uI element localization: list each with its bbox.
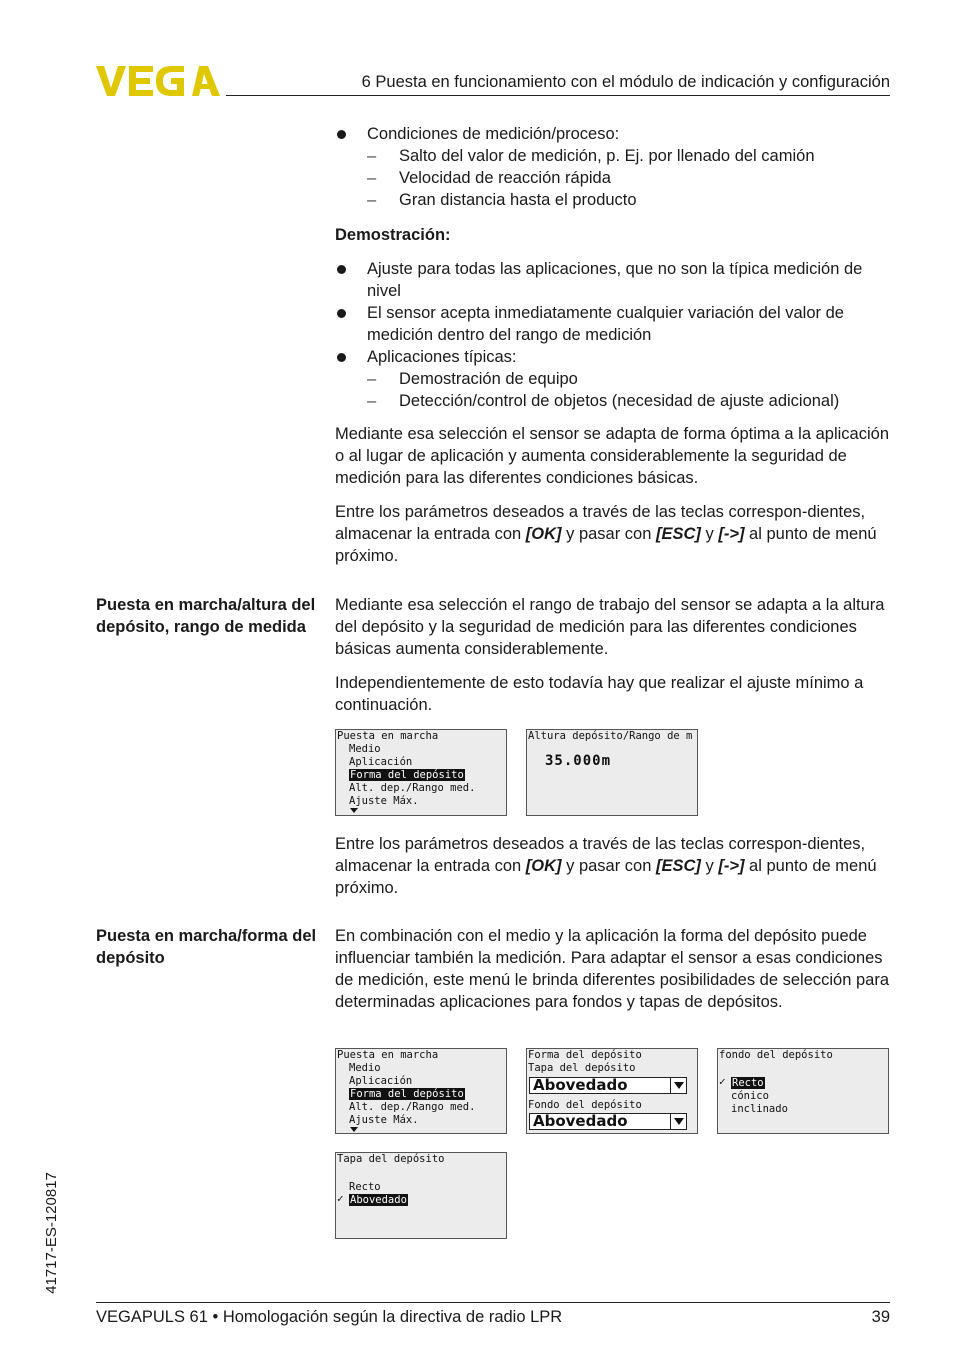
dash-item: – Gran distancia hasta el producto (367, 189, 891, 211)
lcd-menu-item: Aplicación (349, 756, 413, 768)
lcd-menu-item: Aplicación (349, 1075, 413, 1087)
dash-item: – Salto del valor de medición, p. Ej. por llenado del camión (367, 145, 891, 167)
lcd-menu-item: Ajuste Máx. (349, 1114, 419, 1126)
scroll-down-icon (350, 1127, 358, 1132)
demo-bullet (335, 346, 891, 412)
lcd-altura-screen (526, 729, 698, 816)
lcd-label: Tapa del depósito (528, 1062, 636, 1074)
footer-rule (96, 1302, 890, 1303)
paragraph: Mediante esa selección el rango de trabajo del sensor se adapta a la altura del depósito y la seguridad de medición para las diferentes condiciones básicas aumenta considerablemente. (335, 596, 885, 658)
demo-section (335, 258, 891, 412)
lcd-option: Recto (349, 1181, 381, 1193)
side-title-altura: Puesta en marcha/altura del depósito, rango de medida (96, 596, 316, 636)
top-section (335, 123, 891, 211)
lcd-menu-item: Alt. dep./Rango med. (349, 1101, 476, 1113)
lcd-fondo-screen (717, 1048, 889, 1134)
lcd-title: Forma del depósito (528, 1049, 642, 1061)
lcd-menu-item: Alt. dep./Rango med. (349, 782, 476, 794)
header-rule (226, 95, 890, 96)
document-id-text: 41717-ES-120817 (43, 1171, 60, 1294)
side-title-forma: Puesta en marcha/forma del depósito (96, 927, 317, 967)
lcd-tapa-screen (335, 1152, 507, 1239)
key-esc: [ESC] (656, 525, 701, 543)
lcd-title: Puesta en marcha (337, 1049, 439, 1061)
lcd-title: Altura depósito/Rango de m (528, 730, 693, 742)
lcd-title: Puesta en marcha (337, 730, 439, 742)
paragraph-keys: Entre los parámetros deseados a través de las teclas correspon-dientes, almacenar la entrada con [OK] y pasar con [ESC] y [->] al punto de menú próximo. (335, 835, 877, 897)
dash-item: – Demostración de equipo (367, 368, 891, 390)
lcd-menu-item: Ajuste Máx. (349, 795, 419, 807)
tapa-dropdown (529, 1077, 687, 1094)
lcd-option-selected: Recto (732, 1077, 764, 1089)
lcd-menu-item: Medio (349, 1062, 381, 1074)
dash-item: – Detección/control de objetos (necesidad de ajuste adicional) (367, 390, 891, 412)
lcd-menu-screen (335, 729, 507, 816)
key-ok: [OK] (525, 525, 562, 543)
document-id (42, 1160, 62, 1305)
page-number: 39 (871, 1308, 890, 1326)
checkmark-icon: ✓ (337, 1192, 344, 1205)
demo-bullet: Ajuste para todas las aplicaciones, que no son la típica medición de nivel (335, 258, 891, 302)
lcd-menu-screen (335, 1048, 507, 1134)
dropdown-arrow-icon (670, 1113, 687, 1130)
demo-heading: Demostración: (335, 226, 451, 244)
lcd-option: cónico (731, 1090, 769, 1102)
chapter-title: 6 Puesta en funcionamiento con el módulo de indicación y configuración (361, 73, 890, 91)
fondo-dropdown (529, 1113, 687, 1130)
vega-logo (96, 64, 220, 98)
key-ok: [OK] (525, 857, 562, 875)
key-arrow: [->] (718, 525, 745, 543)
lcd-forma-screen (526, 1048, 698, 1134)
lcd-title: fondo del depósito (719, 1049, 833, 1061)
paragraph: Mediante esa selección el sensor se adapta de forma óptima a la aplicación o al lugar de aplicación y aumenta considerablemente la seguridad de medición para las diferentes condiciones básicas. (335, 425, 889, 487)
lcd-menu-item-selected: Forma del depósito (350, 769, 464, 781)
paragraph: En combinación con el medio y la aplicación la forma del depósito puede influenciar también la medición. Para adaptar el sensor a esas condiciones de medición, este menú le brinda diferentes posibilidades de selección para determinadas aplicaciones para fondos y tapas de depósitos. (335, 927, 890, 1011)
lcd-value: 35.000m (545, 753, 612, 769)
bullet-measurement-conditions (335, 123, 891, 211)
dropdown-value: Abovedado (533, 1076, 628, 1094)
key-esc: [ESC] (656, 857, 701, 875)
paragraph-keys: Entre los parámetros deseados a través de las teclas correspon-dientes, almacenar la entrada con [OK] y pasar con [ESC] y [->] al punto de menú próximo. (335, 503, 877, 565)
dropdown-arrow-icon (670, 1077, 687, 1094)
scroll-down-icon (350, 808, 358, 813)
lcd-title: Tapa del depósito (337, 1153, 445, 1165)
key-arrow: [->] (718, 857, 745, 875)
bullet-text: Condiciones de medición/proceso: (367, 125, 620, 143)
lcd-menu-item-selected: Forma del depósito (350, 1088, 464, 1100)
paragraph: Independientemente de esto todavía hay que realizar el ajuste mínimo a continuación. (335, 674, 864, 714)
lcd-option: inclinado (731, 1103, 788, 1115)
lcd-menu-item: Medio (349, 743, 381, 755)
lcd-option-selected: Abovedado (350, 1194, 407, 1206)
dropdown-value: Abovedado (533, 1112, 628, 1130)
checkmark-icon: ✓ (719, 1075, 726, 1088)
demo-bullet: El sensor acepta inmediatamente cualquier variación del valor de medición dentro del rango de medición (335, 302, 891, 346)
lcd-label: Fondo del depósito (528, 1099, 642, 1111)
footer-product: VEGAPULS 61 • Homologación según la directiva de radio LPR (96, 1308, 563, 1326)
bullet-text: Aplicaciones típicas: (367, 348, 517, 366)
dash-item: – Velocidad de reacción rápida (367, 167, 891, 189)
